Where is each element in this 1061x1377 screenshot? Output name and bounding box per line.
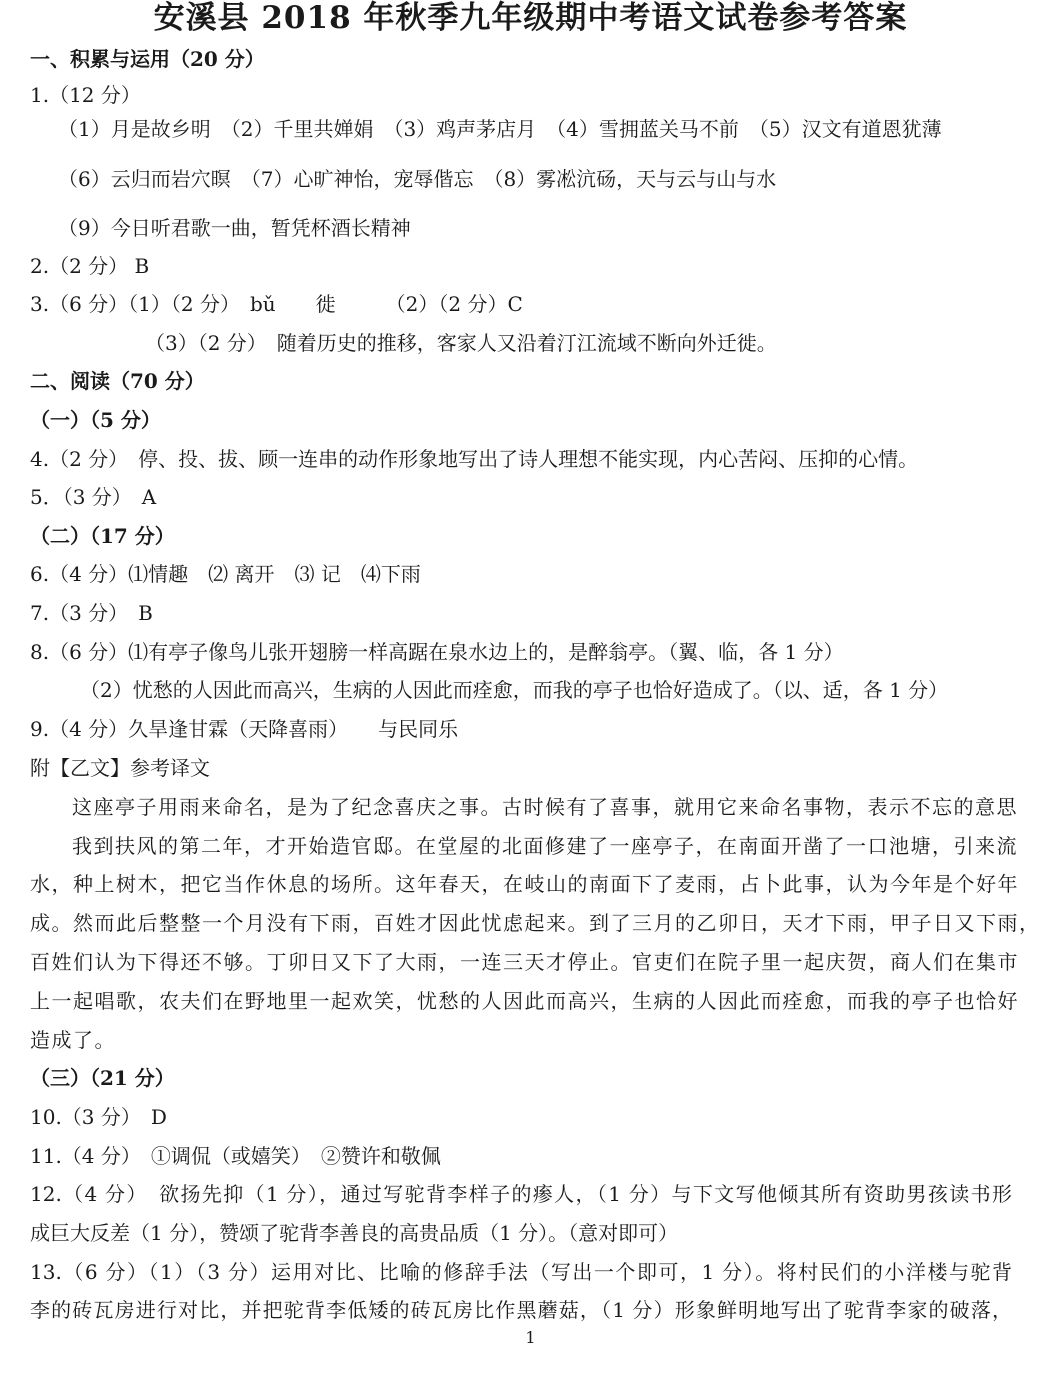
translation-line: 水，种上树木，把它当作休息的场所。这年春天，在岐山的南面下了麦雨，占卜此事，认为今年是个好年 <box>30 872 1019 896</box>
answer-line: 13.（6 分）（1）（3 分）运用对比、比喻的修辞手法（写出一个即可，1 分）。将村民们的小洋楼与驼背 <box>30 1260 1012 1284</box>
answer-line: 10.（3 分） D <box>30 1105 167 1129</box>
translation-line: 我到扶风的第二年，才开始造官邸。在堂屋的北面修建了一座亭子，在南面开凿了一口池塘，引来流 <box>72 834 1018 858</box>
translation-line: 造成了。 <box>30 1028 116 1052</box>
answer-line: 12.（4 分） 欲扬先抑（1 分），通过写驼背李样子的瘆人，（1 分）与下文写他倾其所有资助男孩读书形 <box>30 1182 1012 1206</box>
answer-line: 2.（2 分） B <box>30 254 150 278</box>
answer-line: （3）（2 分） 随着历史的推移，客家人又沿着汀江流域不断向外迁徙。 <box>145 331 777 355</box>
subsection-heading: （三）（21 分） <box>30 1066 175 1090</box>
answer-line: 4.（2 分） 停、投、拔、顾一连串的动作形象地写出了诗人理想不能实现，内心苦闷、压抑的心情。 <box>30 447 919 471</box>
answer-line: 11.（4 分） ①调侃（或嬉笑） ②赞许和敬佩 <box>30 1144 441 1168</box>
page-title: 安溪县 2018 年秋季九年级期中考语文试卷参考答案 <box>153 0 908 36</box>
translation-line: 这座亭子用雨来命名，是为了纪念喜庆之事。古时候有了喜事，就用它来命名事物，表示不忘的意思 <box>72 795 1018 819</box>
answer-line: 6.（4 分）⑴情趣 ⑵ 离开 ⑶ 记 ⑷下雨 <box>30 562 421 586</box>
translation-heading: 附【乙文】参考译文 <box>30 756 210 780</box>
answer-line: （2）忧愁的人因此而高兴，生病的人因此而痊愈，而我的亭子也恰好造成了。（以、适，各 1 分） <box>80 678 949 702</box>
subsection-heading: （一）（5 分） <box>30 408 161 432</box>
answer-line: 9.（4 分）久旱逢甘霖（天降喜雨） 与民同乐 <box>30 717 459 741</box>
answer-line: 成巨大反差（1 分），赞颂了驼背李善良的高贵品质（1 分）。（意对即可） <box>30 1221 679 1245</box>
answer-line: 5．（3 分） A <box>30 485 157 509</box>
translation-line: 上一起唱歌，农夫们在野地里一起欢笑，忧愁的人因此而高兴，生病的人因此而痊愈，而我的亭子也恰好 <box>30 989 1019 1013</box>
answer-line: 3.（6 分）（1）（2 分） bǔ 徙 （2）（2 分）C <box>30 292 523 316</box>
answer-line: （9）今日听君歌一曲，暂凭杯酒长精神 <box>58 216 411 240</box>
section-heading: 二、阅读（70 分） <box>30 369 205 393</box>
answer-line: 7.（3 分） B <box>30 601 153 625</box>
answer-line: （6）云归而岩穴暝 （7）心旷神怡，宠辱偕忘 （8）雾凇沆砀，天与云与山与水 <box>58 167 777 191</box>
answer-line: 1.（12 分） <box>30 83 141 107</box>
section-heading: 一、积累与运用（20 分） <box>30 47 265 71</box>
translation-line: 百姓们认为下得还不够。丁卯日又下了大雨，一连三天才停止。官吏们在院子里一起庆贺，商人们在集市 <box>30 950 1019 974</box>
answer-line: 李的砖瓦房进行对比，并把驼背李低矮的砖瓦房比作黑蘑菇，（1 分）形象鲜明地写出了驼背李家的破落， <box>30 1298 1012 1322</box>
answer-line: （1）月是故乡明 （2）千里共婵娟 （3）鸡声茅店月 （4）雪拥蓝关马不前 （5）汉文有道恩犹薄 <box>58 117 942 141</box>
page-number: 1 <box>525 1328 536 1347</box>
subsection-heading: （二）（17 分） <box>30 524 175 548</box>
answer-line: 8.（6 分）⑴有亭子像鸟儿张开翅膀一样高踞在泉水边上的，是醉翁亭。（翼、临，各 1 分） <box>30 640 844 664</box>
translation-line: 成。然而此后整整一个月没有下雨，百姓才因此忧虑起来。到了三月的乙卯日，天才下雨，甲子日又下雨， <box>30 911 1041 935</box>
